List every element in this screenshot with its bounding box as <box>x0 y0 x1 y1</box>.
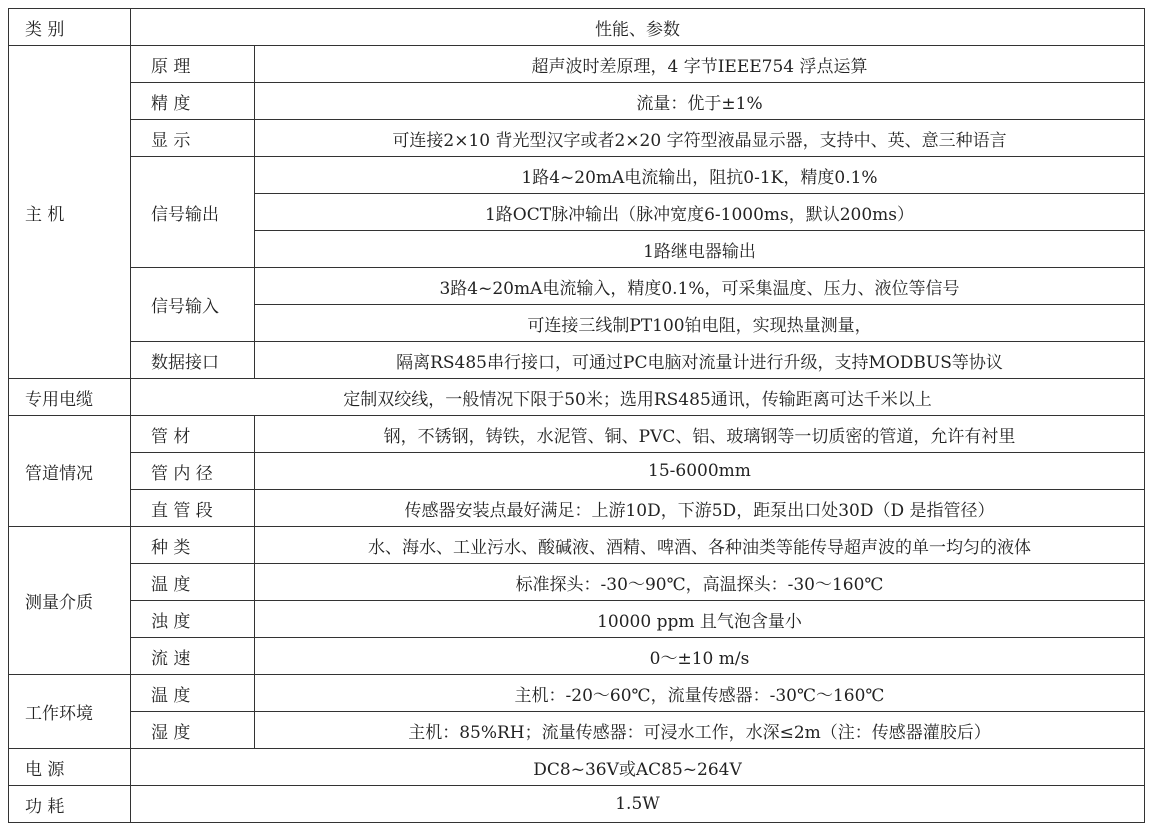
table-row <box>9 712 1145 749</box>
value-pipe-material: 钢，不锈钢，铸铁，水泥管、铜、PVC、铝、玻璃钢等一切质密的管道，允许有衬里 <box>255 416 1145 453</box>
header-value: 性能、参数 <box>131 9 1145 46</box>
value-medium-temperature: 标准探头：-30～90℃，高温探头：-30～160℃ <box>255 564 1145 601</box>
category-environment: 工作环境 <box>9 675 131 749</box>
value-data-interface: 隔离RS485串行接口，可通过PC电脑对流量计进行升级，支持MODBUS等协议 <box>255 342 1145 379</box>
sub-principle: 原 理 <box>131 46 255 83</box>
table-row <box>9 46 1145 83</box>
sub-accuracy: 精 度 <box>131 83 255 120</box>
sub-pipe-diameter: 管 内 径 <box>131 453 255 490</box>
value-pipe-straight: 传感器安装点最好满足：上游10D，下游5D，距泵出口处30D（D 是指管径） <box>255 490 1145 527</box>
value-signal-input-1: 3路4~20mA电流输入，精度0.1%，可采集温度、压力、液位等信号 <box>255 268 1145 305</box>
table-row <box>9 342 1145 379</box>
spec-table <box>8 8 1145 823</box>
sub-pipe-straight: 直 管 段 <box>131 490 255 527</box>
sub-signal-output: 信号输出 <box>131 157 255 268</box>
table-row <box>9 601 1145 638</box>
table-row <box>9 490 1145 527</box>
category-medium: 测量介质 <box>9 527 131 675</box>
table-row <box>9 638 1145 675</box>
value-medium-turbidity: 10000 ppm 且气泡含量小 <box>255 601 1145 638</box>
table-row <box>9 564 1145 601</box>
value-medium-type: 水、海水、工业污水、酸碱液、酒精、啤酒、各种油类等能传导超声波的单一均匀的液体 <box>255 527 1145 564</box>
table-row <box>9 83 1145 120</box>
value-signal-output-1: 1路4~20mA电流输出，阻抗0-1K，精度0.1% <box>255 157 1145 194</box>
value-pipe-diameter: 15-6000mm <box>255 453 1145 490</box>
value-accuracy: 流量：优于±1% <box>255 83 1145 120</box>
table-row <box>9 120 1145 157</box>
sub-data-interface: 数据接口 <box>131 342 255 379</box>
category-main-unit: 主 机 <box>9 46 131 379</box>
sub-medium-velocity: 流 速 <box>131 638 255 675</box>
table-row <box>9 416 1145 453</box>
sub-pipe-material: 管 材 <box>131 416 255 453</box>
value-env-temperature: 主机：-20～60℃，流量传感器：-30℃～160℃ <box>255 675 1145 712</box>
value-signal-output-3: 1路继电器输出 <box>255 231 1145 268</box>
sub-medium-type: 种 类 <box>131 527 255 564</box>
table-row <box>9 527 1145 564</box>
sub-medium-turbidity: 浊 度 <box>131 601 255 638</box>
category-cable: 专用电缆 <box>9 379 131 416</box>
sub-env-temperature: 温 度 <box>131 675 255 712</box>
value-principle: 超声波时差原理，4 字节IEEE754 浮点运算 <box>255 46 1145 83</box>
table-row <box>9 786 1145 823</box>
table-row <box>9 268 1145 305</box>
category-power-consumption: 功 耗 <box>9 786 131 823</box>
value-signal-output-2: 1路OCT脉冲输出（脉冲宽度6-1000ms，默认200ms） <box>255 194 1145 231</box>
sub-env-humidity: 湿 度 <box>131 712 255 749</box>
table-header-row <box>9 9 1145 46</box>
sub-display: 显 示 <box>131 120 255 157</box>
table-row <box>9 379 1145 416</box>
value-cable: 定制双绞线，一般情况下限于50米；选用RS485通讯，传输距离可达千米以上 <box>131 379 1145 416</box>
table-row <box>9 157 1145 194</box>
header-category: 类 别 <box>9 9 131 46</box>
value-power-consumption: 1.5W <box>131 786 1145 823</box>
value-display: 可连接2×10 背光型汉字或者2×20 字符型液晶显示器，支持中、英、意三种语言 <box>255 120 1145 157</box>
value-signal-input-2: 可连接三线制PT100铂电阻，实现热量测量， <box>255 305 1145 342</box>
value-env-humidity: 主机：85%RH；流量传感器：可浸水工作，水深≤2m（注：传感器灌胶后） <box>255 712 1145 749</box>
value-power-supply: DC8~36V或AC85~264V <box>131 749 1145 786</box>
value-medium-velocity: 0～±10 m/s <box>255 638 1145 675</box>
table-row <box>9 675 1145 712</box>
table-row <box>9 749 1145 786</box>
category-power-supply: 电 源 <box>9 749 131 786</box>
category-pipe: 管道情况 <box>9 416 131 527</box>
sub-signal-input: 信号输入 <box>131 268 255 342</box>
sub-medium-temperature: 温 度 <box>131 564 255 601</box>
table-row <box>9 453 1145 490</box>
